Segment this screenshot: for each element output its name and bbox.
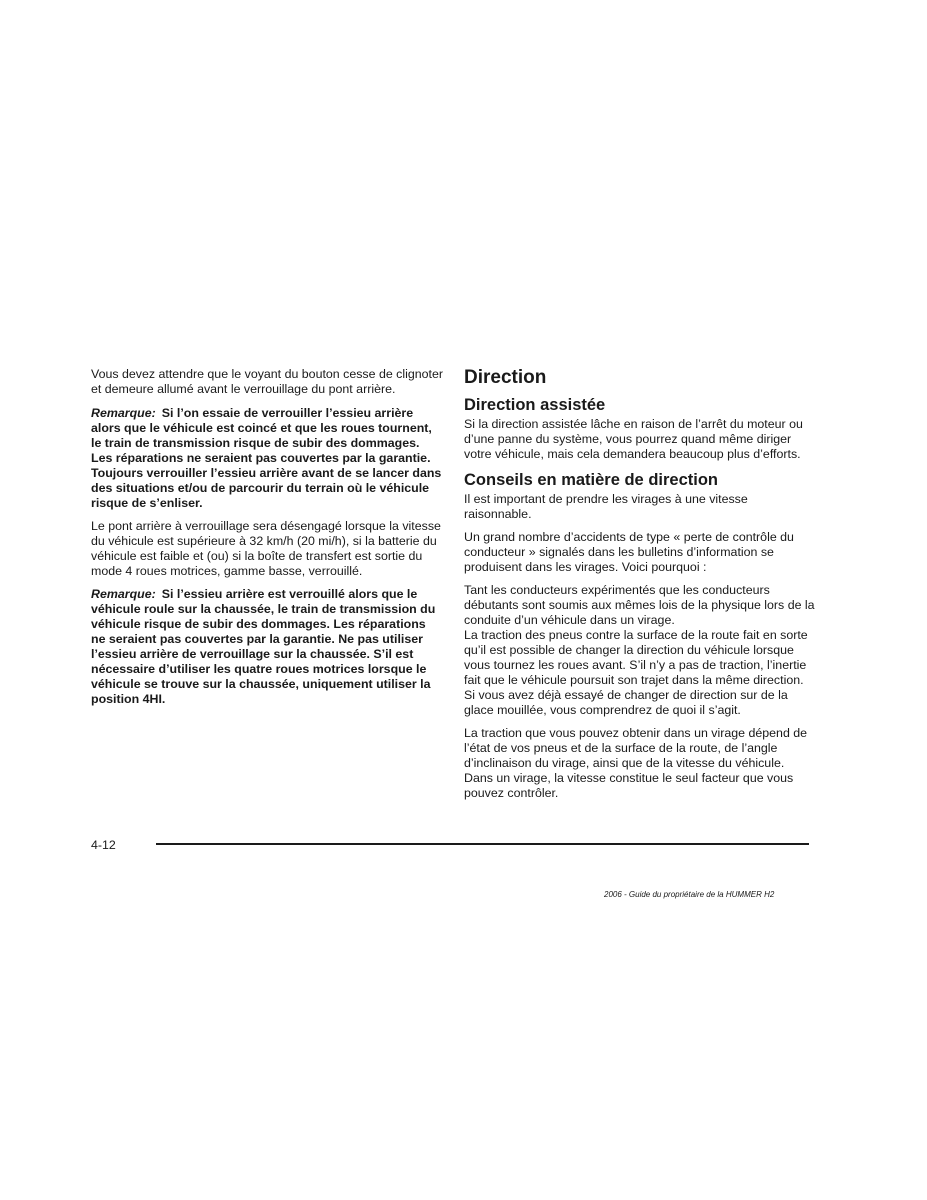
footer-rule — [156, 843, 809, 845]
subheading-steering-tips: Conseils en matière de direction — [464, 471, 718, 489]
subheading-power-steering: Direction assistée — [464, 396, 606, 414]
tips-paragraph-1: Il est important de prendre les virages à une vitesse raisonnable. — [464, 492, 748, 521]
disengage-paragraph: Le pont arrière à verrouillage sera désengagé lorsque la vitesse du véhicule est supérieure à 32 km/h (20 mi/h), si la batterie du véhicule est faible et (ou) si la boîte de transfert est sortie du mode 4 roues motrices, gamme basse, verrouillé. — [91, 519, 441, 578]
tips-paragraph-3: Tant les conducteurs expérimentés que les conducteurs débutants sont soumis aux mêmes lois de la physique lors de la conduite d’un véhicule dans un virage. — [464, 583, 815, 627]
power-steering-paragraph: Si la direction assistée lâche en raison de l’arrêt du moteur ou d’une panne du système, vous pourrez quand même diriger votre véhicule, mais cela demandera beaucoup plus d’efforts. — [464, 417, 803, 461]
tips-paragraph-4: La traction des pneus contre la surface de la route fait en sorte qu’il est possible de changer la direction du véhicule lorsque vous tournez les roues avant. S’il n’y a pas de traction, l’inertie fait que le véhicule poursuit son trajet dans la même direction. Si vous avez déjà essayé de changer de direction sur de la glace mouillée, vous comprendrez de quoi il s’agit. — [464, 628, 808, 717]
section-heading-direction: Direction — [464, 367, 547, 388]
remark-text-2: Si l’essieu arrière est verrouillé alors que le véhicule roule sur la chaussée, le train de transmission du véhicule risque de subir des dommages. Les réparations ne seraient pas couvertes par la garantie. Ne pas utiliser l’essieu arrière de verrouillage sur la chaussée. S’il est nécessaire d’utiliser les quatre roues motrices lorsque le véhicule se trouve sur la chaussée, uniquement utiliser la position 4HI. — [91, 587, 436, 706]
footer-text: 2006 - Guide du propriétaire de la HUMMER H2 — [604, 890, 775, 899]
tips-paragraph-5: La traction que vous pouvez obtenir dans un virage dépend de l’état de vos pneus et de la surface de la route, de l’angle d’inclinaison du virage, ainsi que de la vitesse du véhicule. Dans un virage, la vitesse constitue le seul facteur que vous pouvez contrôler. — [464, 726, 808, 800]
remark-note-2 — [91, 587, 443, 707]
remark-label-1: Remarque: — [91, 406, 156, 420]
intro-paragraph: Vous devez attendre que le voyant du bouton cesse de clignoter et demeure allumé avant le verrouillage du pont arrière. — [91, 367, 444, 396]
right-column — [464, 367, 816, 809]
left-column — [91, 367, 443, 715]
remark-label-2: Remarque: — [91, 587, 156, 601]
remark-text-1: Si l’on essaie de verrouiller l’essieu arrière alors que le véhicule est coincé et que les roues tournent, le train de transmission risque de subir des dommages. Les réparations ne seraient pas couvertes par la garantie. Toujours verrouiller l’essieu arrière avant de se lancer dans des situations et/ou de parcourir du terrain où le véhicule risque de s’enliser. — [91, 406, 442, 510]
page-number: 4-12 — [91, 838, 116, 852]
remark-note-1 — [91, 406, 443, 511]
tips-paragraph-2: Un grand nombre d’accidents de type « perte de contrôle du conducteur » signalés dans les bulletins d’information se produisent dans les virages. Voici pourquoi : — [464, 530, 794, 574]
